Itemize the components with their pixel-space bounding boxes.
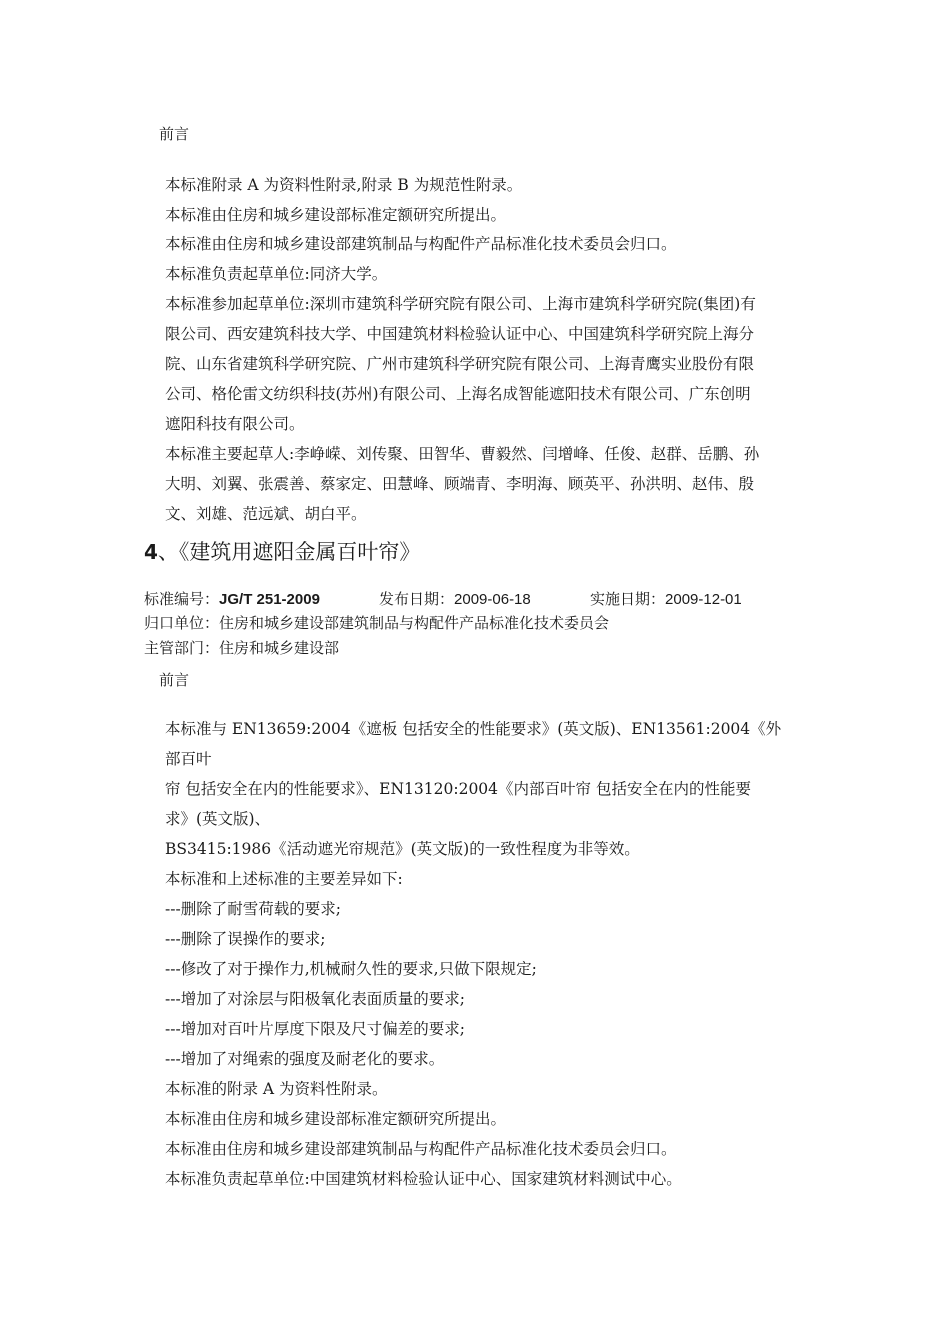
preface-heading: 前言: [159, 125, 190, 143]
owner-unit: 归口单位：住房和城乡建设部建筑制品与构配件产品标准化技术委员会: [144, 614, 610, 632]
effective-label: 实施日期：: [590, 590, 666, 608]
paragraph-line: 限公司、西安建筑科技大学、中国建筑材料检验认证中心、中国建筑科学研究院上海分: [165, 325, 755, 343]
paragraph-line: 大明、刘翼、张震善、蔡家定、田慧峰、顾端青、李明海、顾英平、孙洪明、赵伟、殷: [165, 475, 755, 493]
standard-no: JG/T 251-2009: [219, 591, 320, 608]
paragraph-line: 本标准由住房和城乡建设部标准定额研究所提出。: [165, 1110, 507, 1128]
preface-heading: 前言: [159, 671, 190, 689]
paragraph-line: 本标准负责起草单位:同济大学。: [165, 265, 388, 283]
section-number: 4: [144, 540, 158, 564]
standard-info-row: [144, 589, 320, 610]
supervising-dept: 主管部门：住房和城乡建设部: [144, 639, 340, 657]
paragraph-line: 部百叶: [165, 750, 212, 768]
publish-date: 2009-06-18: [454, 591, 531, 608]
paragraph-line: 本标准与 EN13659:2004《遮板 包括安全的性能要求》(英文版)、EN13561:2004《外: [165, 720, 782, 738]
section-title: [144, 538, 420, 566]
paragraph-line: 本标准由住房和城乡建设部标准定额研究所提出。: [165, 206, 507, 224]
effective-date: 2009-12-01: [665, 591, 742, 608]
paragraph-line: 公司、格伦雷文纺织科技(苏州)有限公司、上海名成智能遮阳技术有限公司、广东创明: [165, 385, 751, 403]
publish-date-row: [379, 589, 531, 610]
paragraph-line: 遮阳科技有限公司。: [165, 415, 305, 433]
list-item: ---删除了误操作的要求;: [165, 930, 326, 948]
paragraph-line: 院、山东省建筑科学研究院、广州市建筑科学研究院有限公司、上海青鹰实业股份有限: [165, 355, 755, 373]
paragraph-line: 本标准的附录 A 为资料性附录。: [165, 1080, 388, 1098]
paragraph-line: 本标准附录 A 为资料性附录,附录 B 为规范性附录。: [165, 176, 523, 194]
paragraph-line: 本标准由住房和城乡建设部建筑制品与构配件产品标准化技术委员会归口。: [165, 1140, 677, 1158]
list-item: ---删除了耐雪荷载的要求;: [165, 900, 341, 918]
paragraph-line: 本标准和上述标准的主要差异如下:: [165, 870, 403, 888]
paragraph-line: 本标准负责起草单位:中国建筑材料检验认证中心、国家建筑材料测试中心。: [165, 1170, 682, 1188]
list-item: ---增加对百叶片厚度下限及尺寸偏差的要求;: [165, 1020, 465, 1038]
effective-date-row: [590, 589, 742, 610]
publish-label: 发布日期：: [379, 590, 455, 608]
list-item: ---修改了对于操作力,机械耐久性的要求,只做下限规定;: [165, 960, 537, 978]
paragraph-line: 本标准参加起草单位:深圳市建筑科学研究院有限公司、上海市建筑科学研究院(集团)有: [165, 295, 756, 313]
paragraph-line: 求》(英文版)、: [165, 810, 271, 828]
paragraph-line: 本标准主要起草人:李峥嵘、刘传聚、田智华、曹毅然、闫增峰、任俊、赵群、岳鹏、孙: [165, 445, 760, 463]
standard-no-label: 标准编号：: [144, 590, 220, 608]
paragraph-line: 帘 包括安全在内的性能要求》、EN13120:2004《内部百叶帘 包括安全在内的性能要: [165, 780, 751, 798]
section-title-text: 、《建筑用遮阳金属百叶帘》: [157, 540, 421, 564]
list-item: ---增加了对涂层与阳极氧化表面质量的要求;: [165, 990, 465, 1008]
paragraph-line: 文、刘雄、范远斌、胡白平。: [165, 505, 367, 523]
paragraph-line: 本标准由住房和城乡建设部建筑制品与构配件产品标准化技术委员会归口。: [165, 235, 677, 253]
paragraph-line: BS3415:1986《活动遮光帘规范》(英文版)的一致性程度为非等效。: [165, 840, 640, 858]
list-item: ---增加了对绳索的强度及耐老化的要求。: [165, 1050, 445, 1068]
